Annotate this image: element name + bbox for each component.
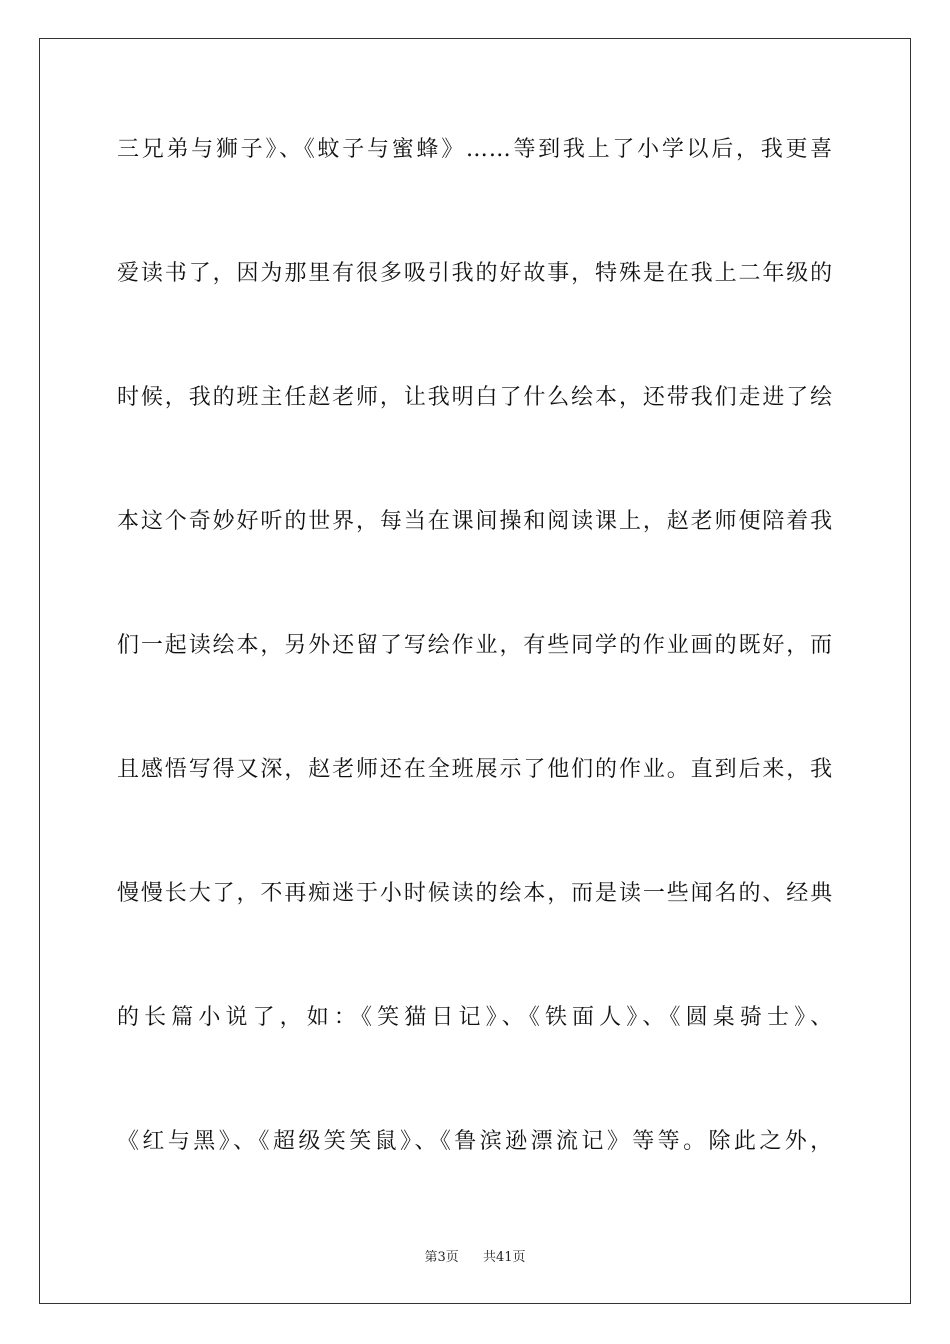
body-text-line: 且感悟写得又深，赵老师还在全班展示了他们的作业。直到后来，我: [117, 757, 833, 782]
body-text-line: 爱读书了，因为那里有很多吸引我的好故事，特殊是在我上二年级的: [117, 261, 833, 286]
page-footer: [0, 1246, 950, 1265]
body-text-line: 时候，我的班主任赵老师，让我明白了什么绘本，还带我们走进了绘: [117, 385, 833, 410]
body-text-line: 们一起读绘本，另外还留了写绘作业，有些同学的作业画的既好，而: [117, 633, 833, 658]
current-page-number: 第3页: [424, 1250, 459, 1265]
body-text-line: 三兄弟与狮子》、《蚊子与蜜蜂》……等到我上了小学以后，我更喜: [117, 137, 833, 162]
body-text-line: 《红与黑》、《超级笑笑鼠》、《鲁滨逊漂流记》等等。除此之外，: [117, 1129, 833, 1154]
body-text-line: 本这个奇妙好听的世界，每当在课间操和阅读课上，赵老师便陪着我: [117, 509, 833, 534]
body-text-line: 慢慢长大了，不再痴迷于小时候读的绘本，而是读一些闻名的、经典: [117, 881, 833, 906]
document-body: [117, 128, 833, 1244]
total-page-count: 共41页: [483, 1250, 526, 1265]
body-text-line: 的长篇小说了，如：《笑猫日记》、《铁面人》、《圆桌骑士》、: [117, 1005, 833, 1030]
